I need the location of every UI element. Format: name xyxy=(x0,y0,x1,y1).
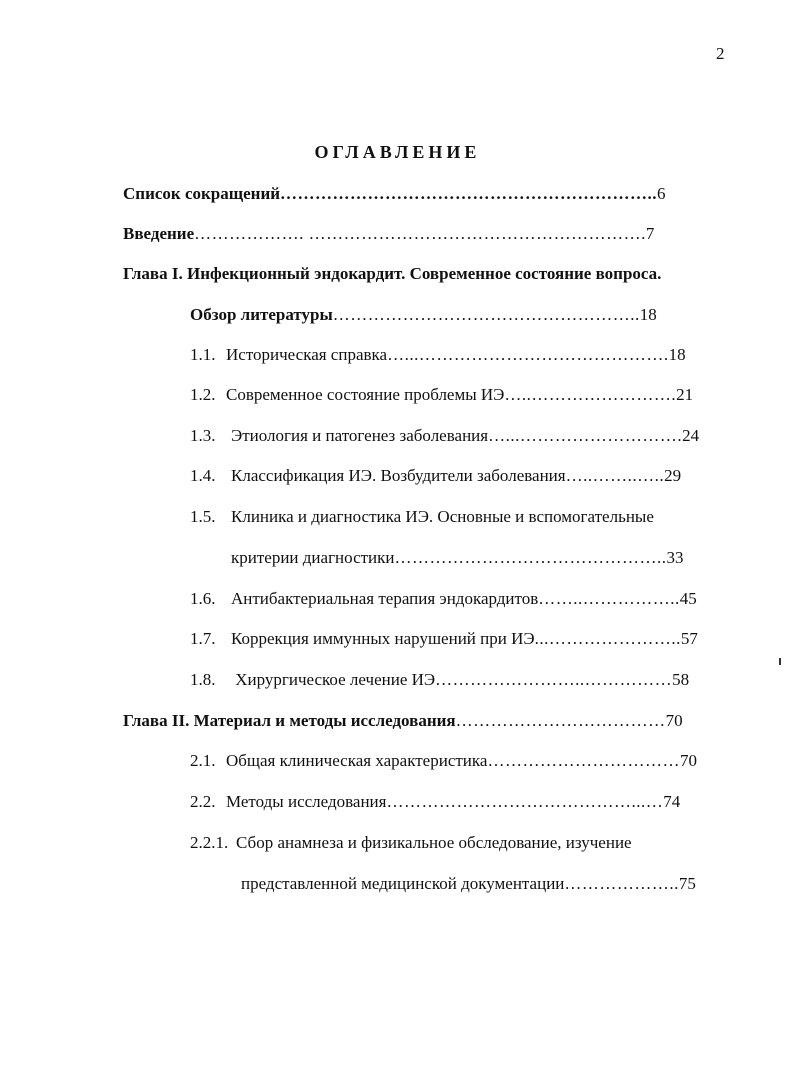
entry-page: 70 xyxy=(665,711,683,730)
entry-page: 45 xyxy=(679,589,697,608)
entry-page: 18 xyxy=(639,305,657,324)
entry-label: Коррекция иммунных нарушений при ИЭ xyxy=(231,629,535,648)
toc-entry xyxy=(190,751,697,771)
entry-page: 75 xyxy=(678,874,696,893)
entry-dots: ……………………………………….. xyxy=(394,548,667,567)
entry-number: 1.1. xyxy=(190,345,216,364)
entry-page: 70 xyxy=(679,751,697,770)
entry-dots: ……………………..…………… xyxy=(435,670,673,689)
entry-number: 1.6. xyxy=(190,589,216,608)
toc-entry xyxy=(190,345,686,365)
toc-entry xyxy=(190,589,697,609)
entry-label: Современное состояние проблемы ИЭ xyxy=(226,385,505,404)
entry-number: 2.2.1. xyxy=(190,833,229,852)
entry-label: Классификация ИЭ. Возбудители заболевания xyxy=(231,466,566,485)
entry-dots: …………………………………………….. xyxy=(332,305,640,324)
toc-entry xyxy=(190,670,689,690)
entry-label: Сбор анамнеза и физикальное обследование, изучение xyxy=(236,833,632,852)
entry-page: 18 xyxy=(668,345,686,364)
entry-dots: ……………………………… xyxy=(455,711,666,730)
entry-dots: …..……………………. xyxy=(504,385,677,404)
toc-entry xyxy=(241,874,696,894)
entry-dots: …...………………………. xyxy=(488,426,683,445)
entry-number: 1.2. xyxy=(190,385,216,404)
entry-page: 21 xyxy=(676,385,694,404)
entry-dots: …………………………… xyxy=(487,751,680,770)
entry-dots: ……………….. xyxy=(564,874,679,893)
entry-dots: ...………………….. xyxy=(534,629,681,648)
entry-dots: …...……………………………………. xyxy=(387,345,669,364)
entry-label: Историческая справка xyxy=(226,345,388,364)
toc-entry xyxy=(190,305,657,325)
entry-page: 6 xyxy=(657,184,666,203)
scan-mark xyxy=(779,658,781,665)
entry-number: 1.5. xyxy=(190,507,216,526)
toc-entry xyxy=(190,507,654,527)
entry-label: Глава II. Материал и методы исследования xyxy=(123,711,456,730)
toc-entry xyxy=(190,629,698,649)
toc-entry xyxy=(123,711,683,731)
entry-number: 2.2. xyxy=(190,792,216,811)
entry-label: Общая клиническая характеристика xyxy=(226,751,488,770)
entry-page: 74 xyxy=(663,792,681,811)
entry-label: Глава I. Инфекционный эндокардит. Современное состояние вопроса. xyxy=(123,264,662,283)
entry-label: Этиология и патогенез заболевания xyxy=(231,426,489,445)
entry-page: 29 xyxy=(664,466,682,485)
toc-entry xyxy=(190,792,680,812)
entry-label: Клиника и диагностика ИЭ. Основные и вспомогательные xyxy=(231,507,654,526)
toc-entry xyxy=(190,466,681,486)
entry-page: 24 xyxy=(682,426,700,445)
entry-number: 1.4. xyxy=(190,466,216,485)
entry-label: Обзор литературы xyxy=(190,305,333,324)
entry-page: 57 xyxy=(680,629,698,648)
entry-dots: ……..…………….. xyxy=(538,589,680,608)
entry-label: представленной медицинской документации xyxy=(241,874,565,893)
entry-number: 1.3. xyxy=(190,426,216,445)
entry-label: Методы исследования xyxy=(226,792,387,811)
entry-page: 33 xyxy=(666,548,684,567)
entry-label: Хирургическое лечение ИЭ xyxy=(231,670,436,689)
entry-number: 1.8. xyxy=(190,670,216,689)
page-number: 2 xyxy=(716,44,725,63)
entry-label: Введение xyxy=(123,224,195,243)
toc-title: ОГЛАВЛЕНИЕ xyxy=(314,142,481,162)
entry-label: Антибактериальная терапия эндокардитов xyxy=(231,589,539,608)
entry-page: 7 xyxy=(645,224,655,243)
toc-entry xyxy=(123,224,654,244)
entry-page: 58 xyxy=(672,670,690,689)
entry-dots: ……………………………………………………….. xyxy=(280,184,658,203)
toc-entry xyxy=(190,833,632,853)
entry-label: Список сокращений xyxy=(123,184,281,203)
entry-dots: ……………………………………...… xyxy=(386,792,664,811)
toc-entry xyxy=(231,548,684,568)
entry-number: 1.7. xyxy=(190,629,216,648)
entry-dots: ………………. …………………………………………………. xyxy=(194,224,646,243)
entry-number: 2.1. xyxy=(190,751,216,770)
toc-entry xyxy=(190,426,699,446)
entry-label: критерии диагностики xyxy=(231,548,395,567)
entry-dots: …..……..….. xyxy=(565,466,665,485)
toc-entry xyxy=(123,184,666,204)
toc-entry xyxy=(123,264,661,284)
toc-entry xyxy=(190,385,693,405)
